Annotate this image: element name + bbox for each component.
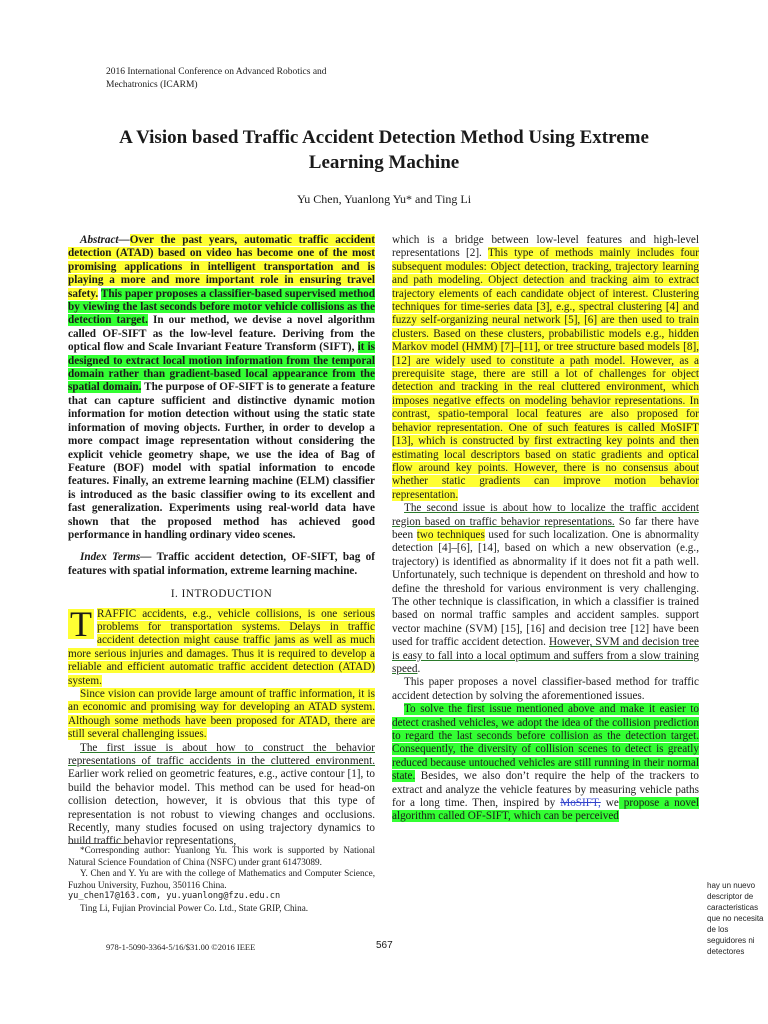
right-paragraph-1 <box>392 234 699 502</box>
index-terms-text: Traffic accident detection, OF-SIFT, bag of features with spatial information, extreme learning machine. <box>68 551 375 577</box>
right-p1-highlight: This type of methods mainly includes four subsequent modules: Object detection, tracking, trajectory learning and path modeling. Object detection and tracking aim to extract trajectory elements of each candidate object of interest. Clustering techniques for time-series data [3], e.g., spectral clustering [4] and fuzzy self-organizing neural network [5], [6] are then used to train clusters. Based on these clusters, probabilistic models e.g., hidden Markov model (HMM) [7]–[11], or tree structure based models [8], [12] are widely used to constitute a path model. However, as a prerequisite stage, there are still a lot of challenges for object detection and tracking in the real cluttered environment, which imposes negative effects on modeling behavior representations. In contrast, spatio-temporal local features are also proposed for behavior representation. One of such features is called MoSIFT [13], which is constructed by first extracting key points and then estimating local descriptors based on static gradients and optical flow around key points. However, there is no consensus about whether static gradients can improve motion behavior representation. <box>392 247 699 501</box>
authors: Yu Chen, Yuanlong Yu* and Ting Li <box>296 192 472 206</box>
paper-title <box>60 125 708 175</box>
abstract-text-5: The purpose of OF-SIFT is to generate a feature that can capture sufficient and distinctive dynamic motion information for motion detection without using the static state information of moving objects. Further, in order to develop a more compact image representation without considering the explicit vehicle geometry shape, we use the idea of Bag of Feature (BOF) model with spatial information to encode features. Finally, an extreme learning machine (ELM) classifier is introduced as the basic classifier owing to its excellent and fast generalization. Experiments using real-world data have shown that the proposed method has achieved good performance in handling ordinary video scenes. <box>68 381 375 541</box>
right-p4-highlight: To solve the first issue mentioned above and make it easier to detect crashed vehicles, we adopt the idea of the collision prediction to regard the last seconds before collision as the detection target. Consequently, the diversity of collision scenes to detect is greatly reduced because untouched vehicles are still running in their normal state. <box>392 703 699 783</box>
section-heading-introduction: I. INTRODUCTION <box>170 588 273 601</box>
dropcap: T <box>70 603 92 644</box>
margin-comment: hay un nuevo descriptor de caracteristicas que no necesita de los seguidores ni detectores <box>707 881 764 956</box>
index-terms <box>68 551 375 578</box>
page-number: 567 <box>376 940 393 951</box>
abstract <box>68 234 375 542</box>
intro-p3-underlined: The first issue is about how to construct the behavior representations of traffic accidents in the cluttered environment. <box>68 741 375 768</box>
abstract-label: Abstract— <box>80 234 130 246</box>
right-p1-text: which is a bridge between low-level features and high-level representations [2]. <box>392 234 699 260</box>
title-line-1: A Vision based Traffic Accident Detection Method Using Extreme <box>119 127 649 148</box>
intro-p3-text: Earlier work relied on geometric features, e.g., active contour [1], to build the behavior model. This method can be used for head-on collision detection, however, it is obvious that this type of representation is not robust to viewing changes and occlusions. Recently, many studies focused on using trajectory dynamics to build traffic behavior representations, <box>68 768 375 848</box>
intro-p1-text: RAFFIC accidents, e.g., vehicle collisions, is one serious problems for transportation systems. Delays in traffic accident detection might cause traffic jams as well as much more serious injuries and damages. Thus it is required to develop a reliable and efficient automatic traffic accident detection (ATAD) system. <box>68 607 375 687</box>
index-terms-label: Index Terms— <box>80 551 152 564</box>
intro-p2-text: Since vision can provide large amount of traffic information, it is an economic and promising way for developing an ATAD system. Although some methods have been proposed for ATAD, there are still several challenging issues. <box>68 688 375 741</box>
footnote-2: Y. Chen and Y. Yu are with the college of Mathematics and Computer Science, Fuzhou University, Fuzhou, 350116 China. <box>68 868 375 890</box>
footnote-1: *Corresponding author: Yuanlong Yu. This work is supported by National Natural Science Foundation of China (NSFC) under grant 61473089. <box>68 845 375 867</box>
right-p4-highlight-2: propose a novel algorithm called OF-SIFT, which can be perceived <box>392 797 699 823</box>
right-p2-highlight: two techniques <box>416 528 485 541</box>
abstract-highlight-2: This paper proposes a classifier-based supervised method by viewing the last seconds before motor vehicle collisions as the detection target. <box>68 287 375 327</box>
left-column <box>68 234 375 849</box>
right-paragraph-3: This paper proposes a novel classifier-based method for traffic accident detection by solving the aforementioned issues. <box>392 676 699 702</box>
right-p2-period: . <box>417 663 421 675</box>
conference-line-1: 2016 International Conference on Advanced Robotics and <box>106 67 327 77</box>
title-line-2: Learning Machine <box>308 152 460 173</box>
right-p2-underlined: The second issue is about how to localize the traffic accident region based on traffic behavior representations. <box>392 502 699 528</box>
abstract-text-3: In our method, we devise a novel algorithm called OF-SIFT as the low-level feature. Deriving from the optical flow and Scale Invariant Feature Transform (SIFT), <box>68 314 375 354</box>
right-p4-strikethrough: MoSIFT, <box>560 797 601 810</box>
right-column <box>392 234 699 824</box>
isbn-footer: 978-1-5090-3364-5/16/$31.00 ©2016 IEEE <box>106 942 256 952</box>
intro-paragraph-3 <box>68 742 375 849</box>
right-p2-underlined-2: However, SVM and decision tree is easy to fall into a local optimum and suffers from a slow training speed <box>392 636 699 675</box>
footnote-3: Ting Li, Fujian Provincial Power Co. Ltd., State GRIP, China. <box>80 902 309 913</box>
footnote-rule <box>68 843 128 844</box>
right-p2-text-b: used for such localization. One is abnormality detection [4]–[6], [14], based on which a new observation (e.g., trajectory) is identified as abnormality if it does not fit a path well. Unfortunately, such technique is dependent on threshold and how to define the threshold for various environment is very challenging. The other technique is classification, in which a classifier is trained based on normal traffic samples and accident samples. support vector machine (SVM) [15], [16] and decision tree [12] have been used for traffic accident detection. <box>392 528 699 649</box>
right-paragraph-4 <box>392 703 699 824</box>
footnotes <box>68 845 375 915</box>
abstract-highlight-1: Over the past years, automatic traffic accident detection (ATAD) based on video has become one of the most promising applications in intelligent transportation and is playing a more and more important role in ensuring travel safety. <box>68 234 375 300</box>
intro-paragraph-1 <box>68 603 375 688</box>
intro-paragraph-2 <box>68 688 375 742</box>
right-p2-text-a: So far there have been <box>392 515 699 541</box>
right-p4-text: Besides, we also don’t require the help of the trackers to extract and analyze the vehicle features by measuring vehicle paths for a long time. Then, inspired by <box>392 770 699 810</box>
abstract-highlight-4: it is designed to extract local motion information from the temporal domain rather than gradient-based local appearance from the spatial domain. <box>68 341 376 394</box>
right-p4-we: we <box>600 797 619 810</box>
conference-header <box>106 66 406 92</box>
conference-line-2: Mechatronics (ICARM) <box>106 80 198 90</box>
footnote-emails: yu_chen17@163.com, yu.yuanlong@fzu.edu.cn <box>68 891 281 902</box>
right-paragraph-2 <box>392 502 699 676</box>
